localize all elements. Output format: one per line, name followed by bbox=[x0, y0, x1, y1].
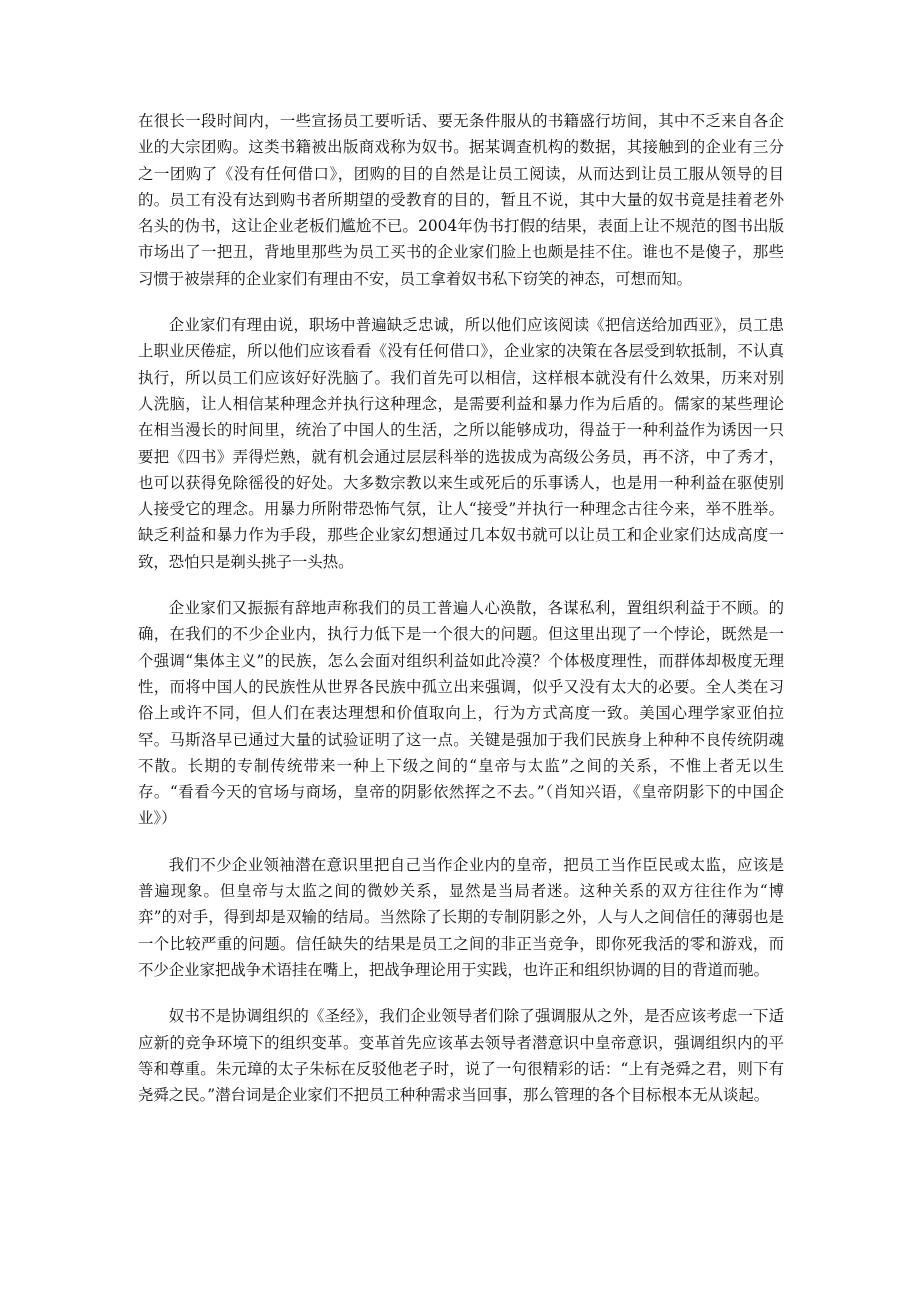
paragraph-3: 企业家们又振振有辞地声称我们的员工普遍人心涣散，各谋私利，置组织利益于不顾。的确，在我们的不少企业内，执行力低下是一个很大的问题。但这里出现了一个悖论，既然是一个强调“集体主义”的民族，怎么会面对组织利益如此冷漠？个体极度理性，而群体却极度无理性，而将中国人的民族性从世界各民族中孤立出来强调，似乎又没有太大的必要。全人类在习俗上或许不同，但人们在表达理想和价值取向上，行为方式高度一致。美国心理学家亚伯拉罕。马斯洛早已通过大量的试验证明了这一点。关键是强加于我们民族身上种种不良传统阴魂不散。长期的专制传统带来一种上下级之间的“皇帝与太监”之间的关系，不惟上者无以生存。“看看今天的官场与商场，皇帝的阴影依然挥之不去。”（肖知兴语，《皇帝阴影下的中国企业》） bbox=[138, 599, 784, 828]
article-body bbox=[138, 108, 784, 1108]
paragraph-1: 在很长一段时间内，一些宣扬员工要听话、要无条件服从的书籍盛行坊间，其中不乏来自各企业的大宗团购。这类书籍被出版商戏称为奴书。据某调查机构的数据，其接触到的企业有三分之一团购了《没有任何借口》，团购的目的自然是让员工阅读，从而达到让员工服从领导的目的。员工有没有达到购书者所期望的受教育的目的，暂且不说，其中大量的奴书竟是挂着老外名头的伪书，这让企业老板们尴尬不已。2004年伪书打假的结果，表面上让不规范的图书出版市场出了一把丑，背地里那些为员工买书的企业家们脸上也颇是挂不住。谁也不是傻子，那些习惯于被崇拜的企业家们有理由不安，员工拿着奴书私下窃笑的神态，可想而知。 bbox=[138, 112, 784, 288]
paragraph-4: 我们不少企业领袖潜在意识里把自己当作企业内的皇帝，把员工当作臣民或太监，应该是普遍现象。但皇帝与太监之间的微妙关系，显然是当局者迷。这种关系的双方往往作为“博弈”的对手，得到却是双输的结局。当然除了长期的专制阴影之外，人与人之间信任的薄弱也是一个比较严重的问题。信任缺失的结果是员工之间的非正当竞争，即你死我活的零和游戏，而不少企业家把战争术语挂在嘴上，把战争理论用于实践，也许正和组织协调的目的背道而驰。 bbox=[138, 855, 784, 979]
paragraph-5: 奴书不是协调组织的《圣经》，我们企业领导者们除了强调服从之外，是否应该考虑一下适应新的竞争环境下的组织变革。变革首先应该革去领导者潜意识中皇帝意识，强调组织内的平等和尊重。朱元璋的太子朱标在反驳他老子时，说了一句很精彩的话：“上有尧舜之君，则下有尧舜之民。”潜台词是企业家们不把员工种种需求当回事，那么管理的各个目标根本无从谈起。 bbox=[138, 1007, 784, 1105]
paragraph-2: 企业家们有理由说，职场中普遍缺乏忠诚，所以他们应该阅读《把信送给加西亚》，员工患上职业厌倦症，所以他们应该看看《没有任何借口》，企业家的决策在各层受到软抵制，不认真执行，所以员工们应该好好洗脑了。我们首先可以相信，这样根本就没有什么效果，历来对别人洗脑，让人相信某种理念并执行这种理念，是需要利益和暴力作为后盾的。儒家的某些理论在相当漫长的时间里，统治了中国人的生活，之所以能够成功，得益于一种利益作为诱因一只要把《四书》弄得烂熟，就有机会通过层层科举的选拔成为高级公务员，再不济，中了秀才，也可以获得免除徭役的好处。大多数宗教以来生或死后的乐事诱人，也是用一种利益在驱使别人接受它的理念。用暴力所附带恐怖气氛，让人“接受”并执行一种理念古往今来，举不胜举。缺乏利益和暴力作为手段，那些企业家幻想通过几本奴书就可以让员工和企业家们达成高度一致，恐怕只是剃头挑子一头热。 bbox=[138, 316, 784, 571]
